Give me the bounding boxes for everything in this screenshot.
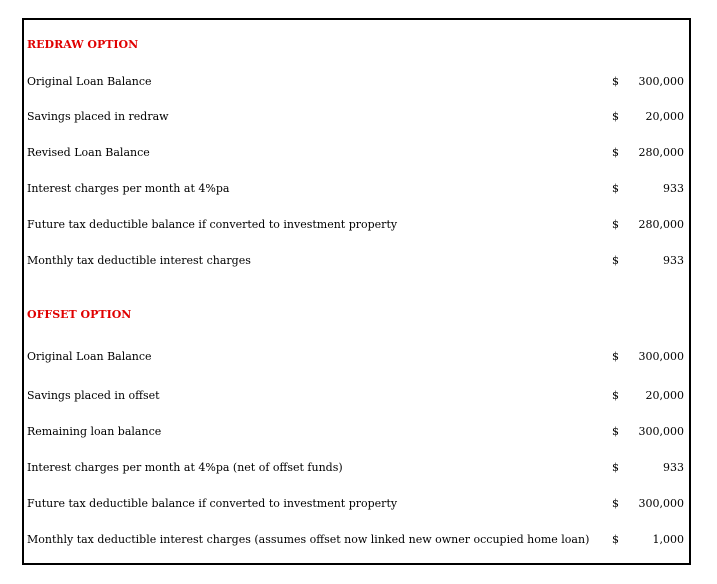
table-row [24,145,689,161]
redraw-heading-row [24,37,689,53]
table-row [24,181,689,197]
offset-heading-row [24,307,689,323]
table-row [24,532,689,548]
currency-symbol: $ [612,425,619,438]
table-row [24,388,689,404]
row-amount: 20,000 [645,389,684,402]
currency-symbol: $ [612,254,619,267]
row-label: Interest charges per month at 4%pa (net of offset funds) [27,461,343,474]
row-label: Monthly tax deductible interest charges [27,254,251,267]
row-amount: 280,000 [638,218,684,231]
row-label: Original Loan Balance [27,75,152,88]
currency-symbol: $ [612,389,619,402]
table-row [24,496,689,512]
currency-symbol: $ [612,350,619,363]
currency-symbol: $ [612,75,619,88]
currency-symbol: $ [612,182,619,195]
redraw-heading: REDRAW OPTION [27,38,139,51]
row-label: Savings placed in redraw [27,110,169,123]
row-amount: 300,000 [638,425,684,438]
table-row [24,109,689,125]
currency-symbol: $ [612,110,619,123]
row-amount: 300,000 [638,497,684,510]
row-label: Future tax deductible balance if converted to investment property [27,218,398,231]
row-amount: 1,000 [652,533,684,546]
row-amount: 933 [663,461,684,474]
currency-symbol: $ [612,533,619,546]
row-label: Interest charges per month at 4%pa [27,182,230,195]
offset-heading: OFFSET OPTION [27,308,132,321]
row-label: Remaining loan balance [27,425,162,438]
row-amount: 280,000 [638,146,684,159]
table-row [24,424,689,440]
row-label: Monthly tax deductible interest charges (assumes offset now linked new owner occupied home loan) [27,533,590,546]
table-row [24,74,689,90]
row-label: Savings placed in offset [27,389,160,402]
row-label: Revised Loan Balance [27,146,150,159]
table-row [24,217,689,233]
currency-symbol: $ [612,218,619,231]
currency-symbol: $ [612,146,619,159]
row-label: Future tax deductible balance if converted to investment property [27,497,398,510]
row-amount: 933 [663,182,684,195]
loan-comparison-table [22,18,691,565]
row-amount: 300,000 [638,350,684,363]
currency-symbol: $ [612,461,619,474]
row-label: Original Loan Balance [27,350,152,363]
row-amount: 933 [663,254,684,267]
row-amount: 300,000 [638,75,684,88]
table-row [24,253,689,269]
row-amount: 20,000 [645,110,684,123]
table-row [24,349,689,365]
table-row [24,460,689,476]
currency-symbol: $ [612,497,619,510]
